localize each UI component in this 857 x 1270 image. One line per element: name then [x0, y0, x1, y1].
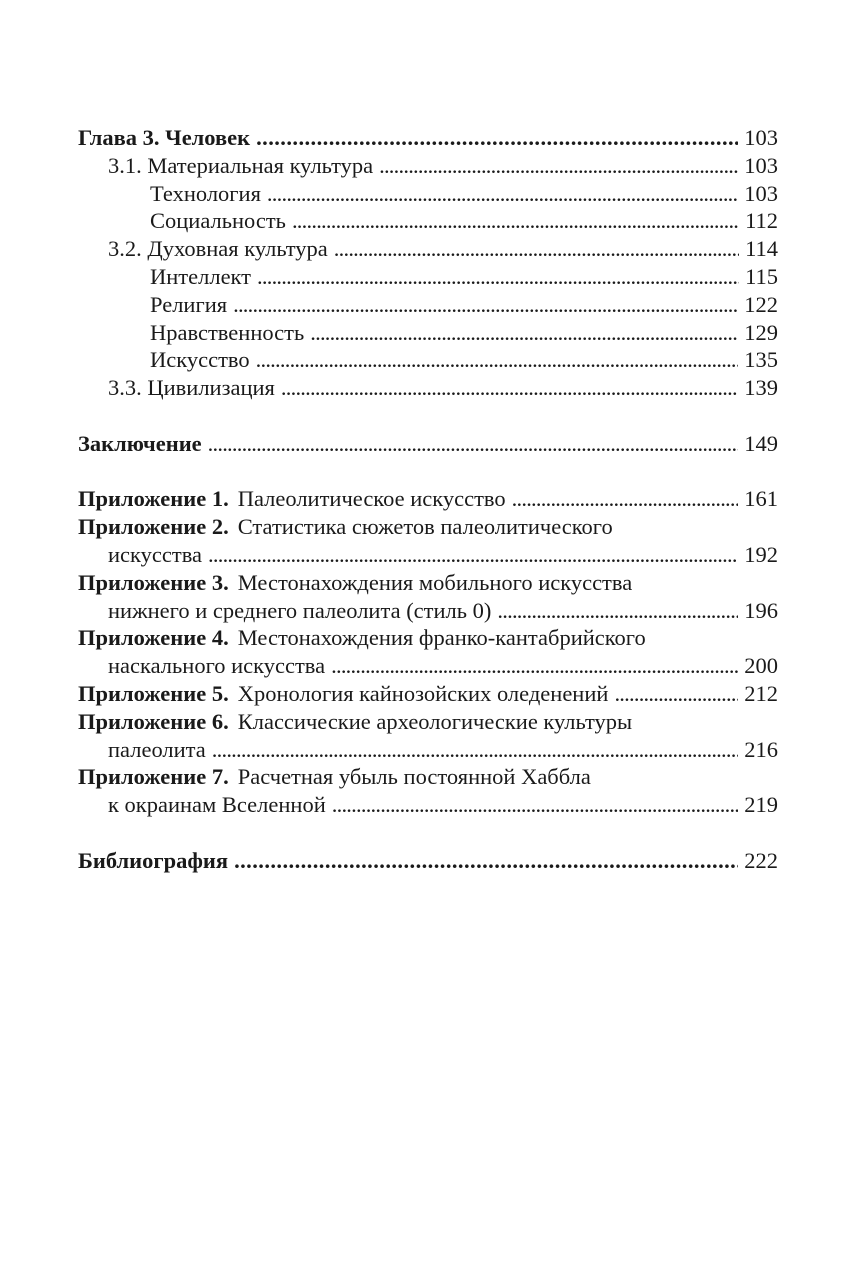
toc-entry-section-3-2[interactable]	[78, 235, 778, 263]
toc-page-number: 103	[744, 125, 778, 150]
toc-entry-title-cont: нижнего и среднего палеолита (стиль 0)	[108, 597, 492, 623]
dot-leader	[497, 597, 738, 625]
toc-entry-appendix-7-cont[interactable]	[78, 791, 778, 819]
toc-entry-appendix-2-cont[interactable]	[78, 541, 778, 569]
toc-entry-art[interactable]	[78, 346, 778, 374]
toc-entry-title: 3.3. Цивилизация	[108, 375, 275, 401]
toc-entry-appendix-7[interactable]	[78, 763, 778, 791]
toc-entry-section-3-1[interactable]	[78, 152, 778, 180]
toc-entry-title: Классические археологические культуры	[237, 708, 633, 734]
dot-leader	[234, 847, 738, 875]
toc-entry-title: Технология	[150, 180, 261, 206]
table-of-contents	[78, 124, 778, 875]
toc-page-number: 129	[744, 319, 778, 345]
toc-entry-appendix-4-cont[interactable]	[78, 652, 778, 680]
toc-entry-title: Палеолитическое искусство	[237, 486, 506, 512]
toc-entry-chapter-3[interactable]	[78, 124, 778, 152]
toc-entry-title: Нравственность	[150, 319, 305, 345]
toc-page-number: 161	[744, 486, 778, 512]
dot-leader	[208, 541, 738, 569]
toc-entry-label	[78, 624, 646, 652]
toc-entry-title: Местонахождения мобильного искусства	[237, 569, 633, 595]
toc-page-number: 115	[745, 263, 778, 289]
toc-entry-title-cont: искусства	[108, 541, 203, 567]
toc-entry-appendix-6-cont[interactable]	[78, 736, 778, 764]
toc-entry-title: Заключение	[78, 430, 202, 456]
dot-leader	[267, 180, 738, 208]
dot-leader	[331, 652, 738, 680]
toc-page-number: 196	[744, 597, 778, 623]
toc-page-number: 114	[745, 236, 778, 262]
toc-entry-section-3-3[interactable]	[78, 374, 778, 402]
appendix-heading: Приложение 3.	[78, 569, 229, 595]
dot-leader	[310, 319, 738, 347]
toc-entry-title: 3.1. Материальная культура	[108, 152, 374, 178]
toc-entry-title: Искусство	[150, 347, 250, 373]
toc-entry-title: Религия	[150, 291, 228, 317]
toc-entry-title: Статистика сюжетов палеолитического	[237, 514, 613, 540]
toc-entry-appendix-3[interactable]	[78, 569, 778, 597]
toc-page-number: 192	[744, 541, 778, 567]
toc-page-number: 122	[744, 291, 778, 317]
dot-leader	[208, 430, 739, 458]
toc-page-number: 219	[744, 792, 778, 818]
appendix-heading: Приложение 6.	[78, 708, 229, 734]
dot-leader	[512, 485, 739, 513]
toc-entry-technology[interactable]	[78, 180, 778, 208]
toc-page-number: 212	[744, 680, 778, 706]
dot-leader	[233, 291, 738, 319]
toc-entry-title: Интеллект	[150, 263, 252, 289]
toc-entry-label	[78, 708, 632, 736]
toc-page-number: 216	[744, 736, 778, 762]
toc-entry-label	[78, 513, 613, 541]
toc-entry-conclusion[interactable]	[78, 430, 778, 458]
toc-entry-sociality[interactable]	[78, 207, 778, 235]
toc-entry-label	[78, 569, 632, 597]
toc-entry-appendix-2[interactable]	[78, 513, 778, 541]
dot-leader	[257, 263, 739, 291]
toc-page-number: 103	[744, 180, 778, 206]
toc-entry-title-cont: палеолита	[108, 736, 206, 762]
toc-entry-title: Расчетная убыль постоянной Хаббла	[237, 764, 591, 790]
toc-entry-title: 3.2. Духовная культура	[108, 236, 328, 262]
toc-entry-intellect[interactable]	[78, 263, 778, 291]
toc-entry-appendix-3-cont[interactable]	[78, 597, 778, 625]
dot-leader	[256, 346, 739, 374]
dot-leader	[292, 207, 739, 235]
toc-entry-bibliography[interactable]	[78, 847, 778, 875]
dot-leader	[212, 736, 738, 764]
toc-entry-label	[78, 680, 608, 708]
toc-entry-appendix-6[interactable]	[78, 708, 778, 736]
toc-page-number: 135	[744, 347, 778, 373]
dot-leader	[332, 791, 739, 819]
toc-page-number: 149	[744, 430, 778, 456]
appendix-heading: Приложение 7.	[78, 764, 229, 790]
toc-entry-title-cont: наскального искусства	[108, 653, 326, 679]
appendix-heading: Приложение 4.	[78, 625, 229, 651]
toc-entry-title: Местонахождения франко-кантабрийского	[237, 625, 646, 651]
toc-entry-label	[78, 763, 591, 791]
toc-page-number: 103	[744, 152, 778, 178]
appendix-heading: Приложение 1.	[78, 486, 229, 512]
toc-entry-label	[78, 485, 506, 513]
toc-entry-title-cont: к окраинам Вселенной	[108, 792, 326, 818]
toc-entry-religion[interactable]	[78, 291, 778, 319]
toc-page-number: 222	[744, 847, 778, 873]
appendix-heading: Приложение 5.	[78, 680, 229, 706]
toc-entry-appendix-5[interactable]	[78, 680, 778, 708]
dot-leader	[281, 374, 738, 402]
dot-leader	[256, 124, 738, 152]
toc-page-number: 200	[744, 653, 778, 679]
dot-leader	[614, 680, 738, 708]
toc-entry-appendix-4[interactable]	[78, 624, 778, 652]
appendix-heading: Приложение 2.	[78, 514, 229, 540]
toc-entry-title: Хронология кайнозойских оледенений	[237, 680, 609, 706]
toc-page-number: 139	[744, 375, 778, 401]
toc-entry-title: Социальность	[150, 208, 286, 234]
toc-page-number: 112	[745, 208, 778, 234]
toc-entry-appendix-1[interactable]	[78, 485, 778, 513]
toc-entry-title: Глава 3. Человек	[78, 125, 251, 150]
dot-leader	[334, 235, 739, 263]
toc-entry-title: Библиография	[78, 847, 229, 873]
toc-entry-morality[interactable]	[78, 319, 778, 347]
dot-leader	[379, 152, 738, 180]
